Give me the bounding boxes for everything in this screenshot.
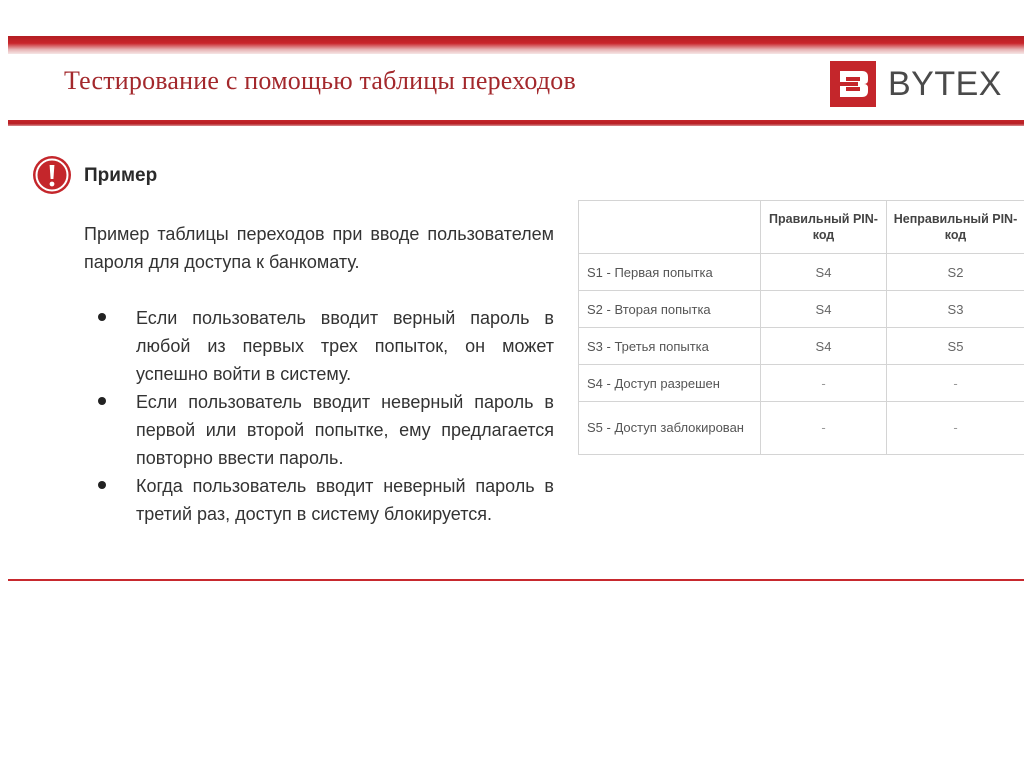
table-cell-correct: S4: [761, 328, 887, 365]
top-decorative-band: [8, 36, 1024, 54]
bullet-item: [94, 388, 554, 472]
section-heading: Пример: [84, 165, 158, 186]
table-row: [579, 365, 1024, 402]
table-row: [579, 291, 1024, 328]
page-title: Тестирование с помощью таблицы переходов: [64, 66, 576, 95]
table-cell-state: S5 - Доступ заблокирован: [579, 402, 761, 455]
table-cell-wrong: S2: [887, 254, 1024, 291]
table-header-row: [579, 201, 1024, 254]
table-cell-correct: S4: [761, 254, 887, 291]
table-header-wrong-pin: Неправильный PIN-код: [887, 201, 1024, 254]
bullet-dot-icon: [98, 481, 106, 489]
table-cell-correct: -: [761, 365, 887, 402]
bytex-logo-mark-icon: [830, 61, 876, 107]
table-cell-state: S3 - Третья попытка: [579, 328, 761, 365]
intro-paragraph: Пример таблицы переходов при вводе пользователем пароля для доступа к банкомату.: [84, 224, 554, 272]
table-cell-state: S2 - Вторая попытка: [579, 291, 761, 328]
bytex-logo: [830, 60, 1002, 108]
table-cell-state: S1 - Первая попытка: [579, 254, 761, 291]
table-cell-wrong: S3: [887, 291, 1024, 328]
table-cell-state: S4 - Доступ разрешен: [579, 365, 761, 402]
table-cell-wrong: -: [887, 402, 1024, 455]
bullet-item: [94, 304, 554, 388]
table-header-empty: [579, 201, 761, 254]
bullet-dot-icon: [98, 313, 106, 321]
table-cell-wrong: S5: [887, 328, 1024, 365]
exclamation-circle-icon: [32, 155, 72, 195]
table-cell-wrong: -: [887, 365, 1024, 402]
bullet-text: Если пользователь вводит неверный пароль в первой или второй попытке, ему предлагается повторно ввести пароль.: [136, 392, 554, 468]
table-header-correct-pin: Правильный PIN-код: [761, 201, 887, 254]
bullet-list: [94, 304, 554, 528]
table-cell-correct: S4: [761, 291, 887, 328]
header-divider: [8, 120, 1024, 126]
bullet-dot-icon: [98, 397, 106, 405]
bullet-text: Если пользователь вводит верный пароль в любой из первых трех попыток, он может успешно войти в систему.: [136, 308, 554, 384]
logo-text: BYTEX: [888, 64, 1002, 103]
footer-divider: [8, 579, 1024, 581]
table-cell-correct: -: [761, 402, 887, 455]
state-transition-table: [578, 200, 1024, 455]
bullet-item: [94, 472, 554, 528]
table-row: [579, 254, 1024, 291]
table-row: [579, 328, 1024, 365]
table-row: [579, 402, 1024, 455]
bullet-text: Когда пользователь вводит неверный пароль в третий раз, доступ в систему блокируется.: [136, 476, 554, 524]
